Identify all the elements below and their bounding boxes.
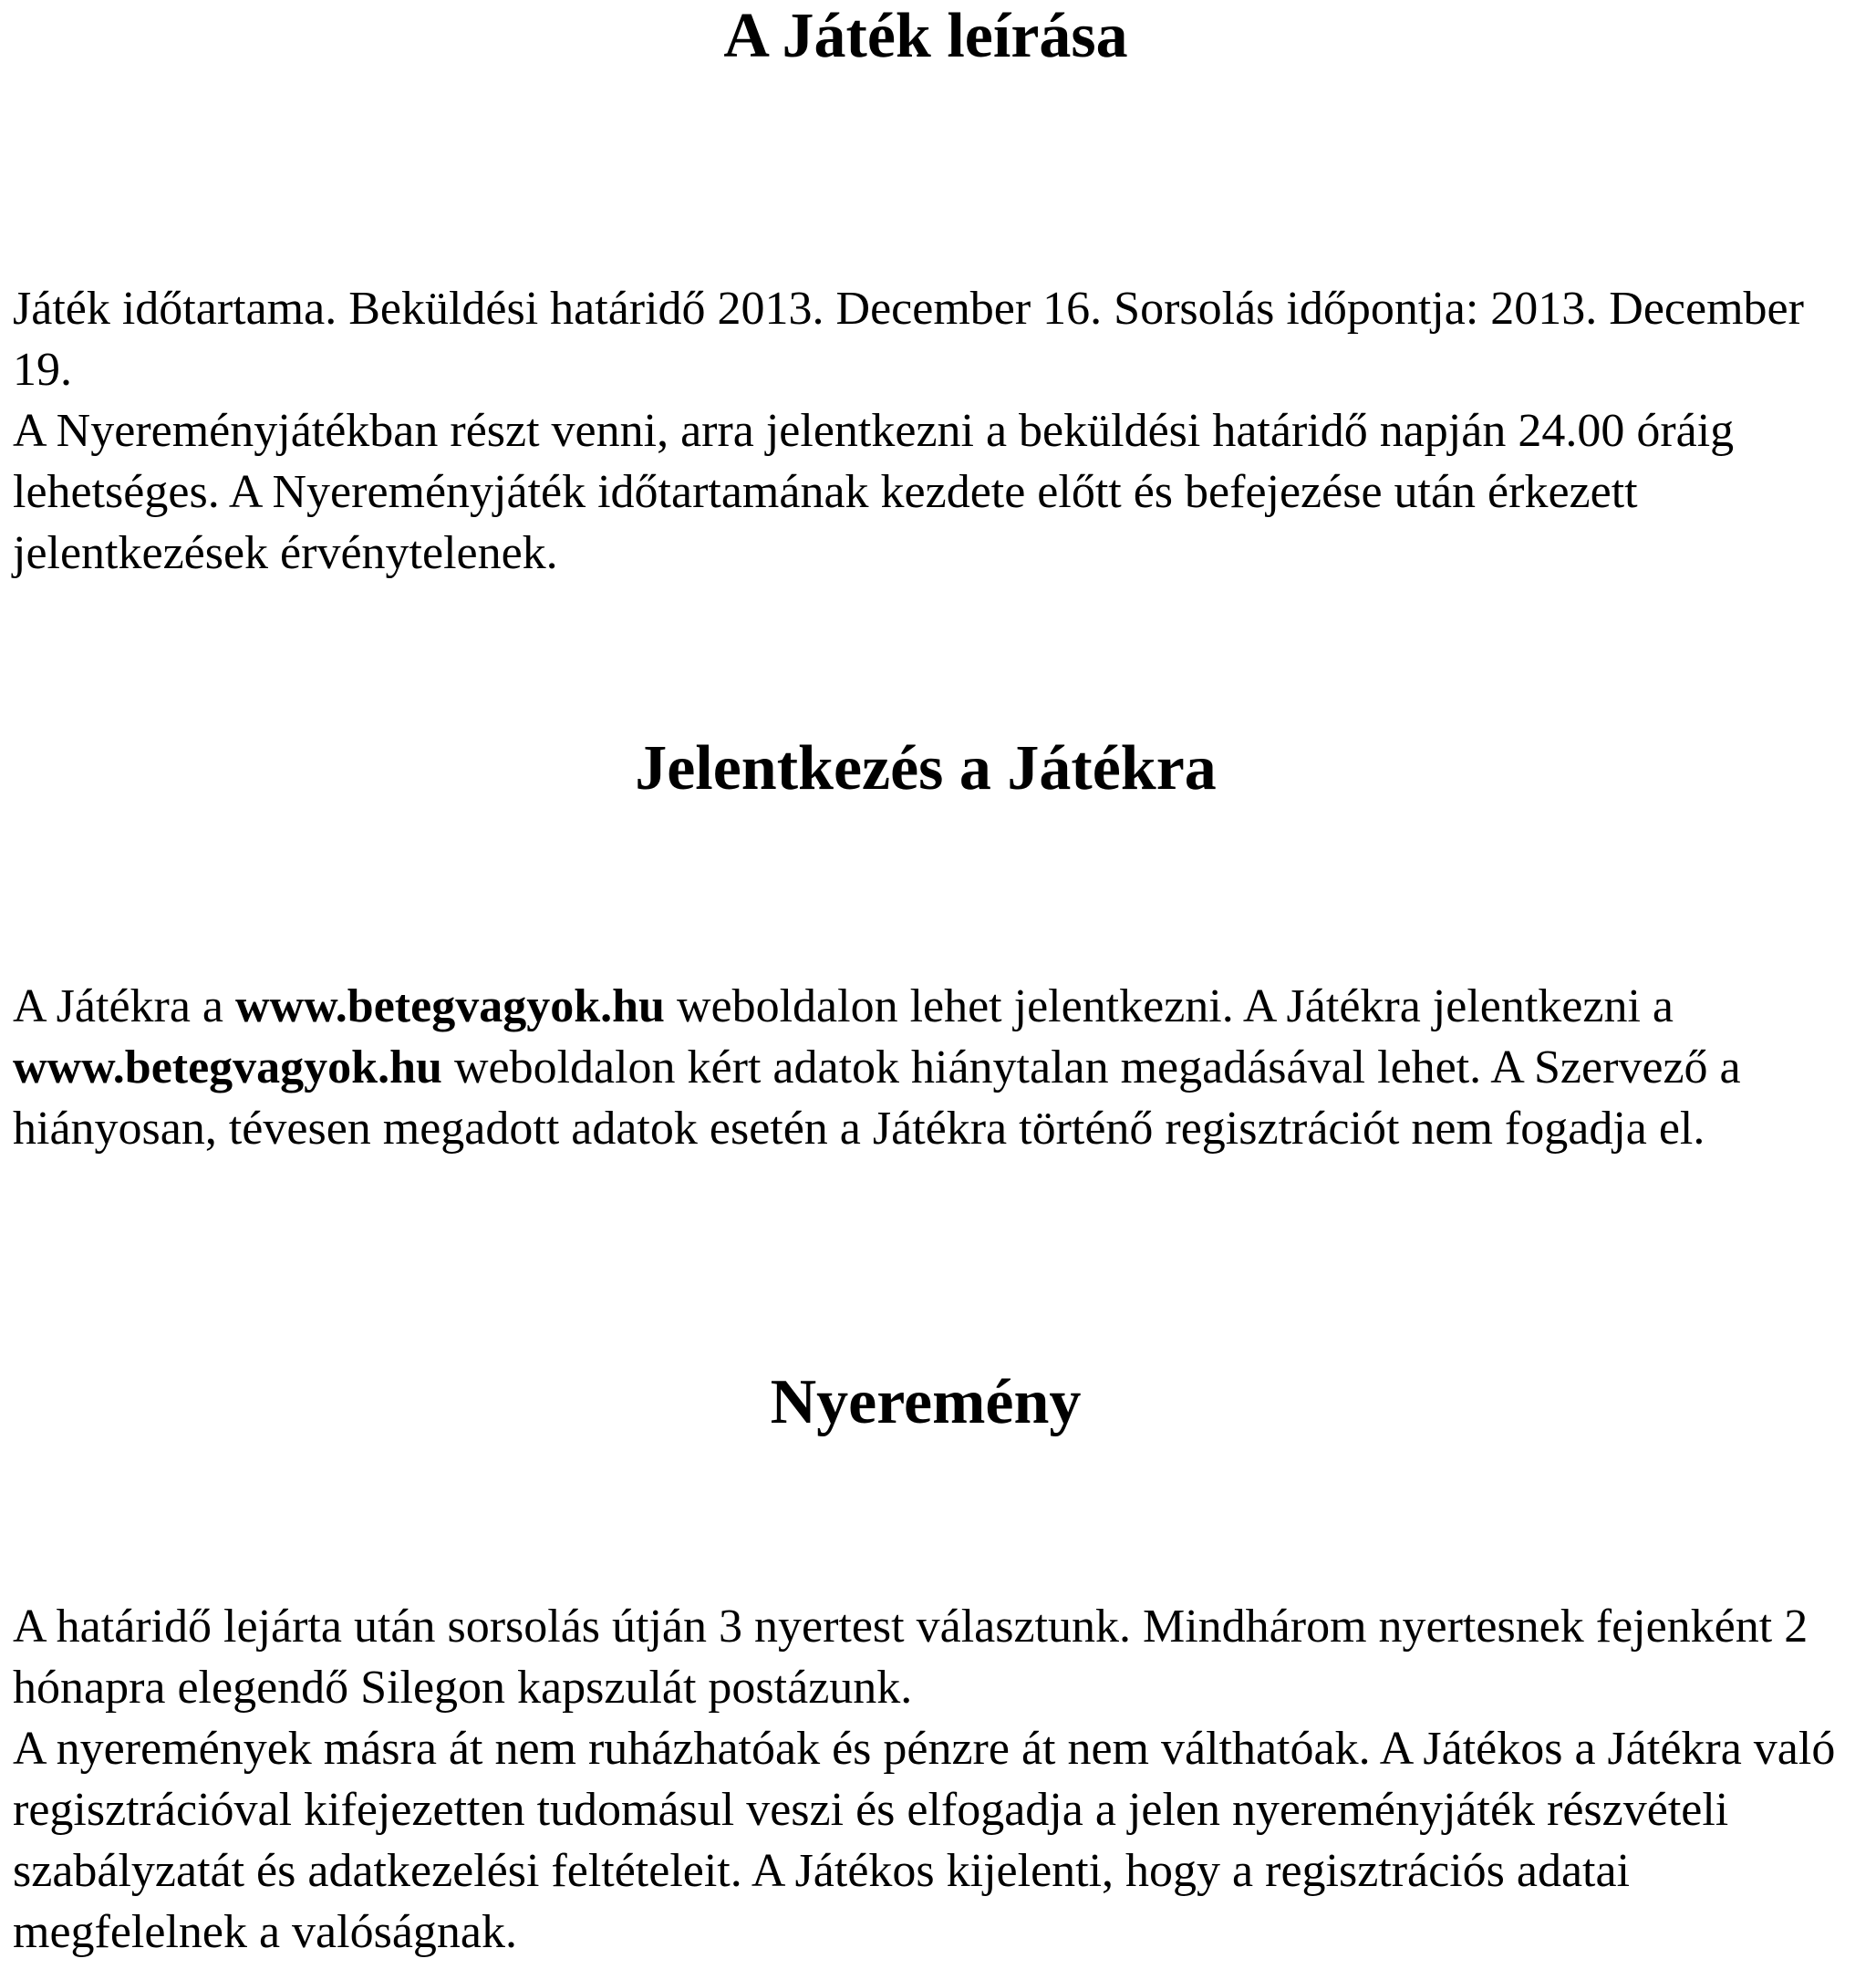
section-prize [13, 1596, 1864, 1963]
heading-registration: Jelentkezés a Játékra [635, 733, 1217, 803]
section-registration [13, 976, 1864, 1159]
paragraph-duration: Játék időtartama. Beküldési határidő 2013. December 16. Sorsolás időpontja: 2013. December 19. [13, 283, 1804, 396]
paragraph-registration [13, 976, 1864, 1159]
paragraph-prize-draw: A határidő lejárta után sorsolás útján 3 nyertest választunk. Mindhárom nyertesnek fejenként 2 hónapra elegendő Silegon kapszulát postázunk. [13, 1601, 1809, 1714]
website-link: www.betegvagyok.hu [13, 1041, 442, 1093]
paragraph-prize-terms: A nyeremények másra át nem ruházhatóak és pénzre át nem válthatóak. A Játékos a Játékra való regisztrációval kifejezetten tudomásul veszi és elfogadja a jelen nyereményjáték részvételi szabályzatát és adatkezelési feltételeit. A Játékos kijelenti, hogy a regisztrációs adatai megfelelnek a valóságnak. [13, 1723, 1836, 1958]
text-segment: weboldalon kért adatok hiánytalan megadásával lehet. A Szervező a hiányosan, tévesen megadott adatok esetén a Játékra történő regisztrációt nem fogadja el. [13, 1041, 1741, 1155]
text-segment: A Játékra a [13, 980, 236, 1032]
website-link: www.betegvagyok.hu [235, 980, 665, 1032]
section-game-description [13, 278, 1864, 584]
paragraph-participation: A Nyereményjátékban részt venni, arra jelentkezni a beküldési határidő napján 24.00 óráig lehetséges. A Nyereményjáték időtartamának kezdete előtt és befejezése után érkezett jelentkezések érvénytelenek. [13, 405, 1735, 579]
heading-game-description: A Játék leírása [723, 1, 1128, 71]
text-segment: weboldalon lehet jelentkezni. A Játékra jelentkezni a [664, 980, 1674, 1032]
heading-prize: Nyeremény [770, 1367, 1082, 1437]
